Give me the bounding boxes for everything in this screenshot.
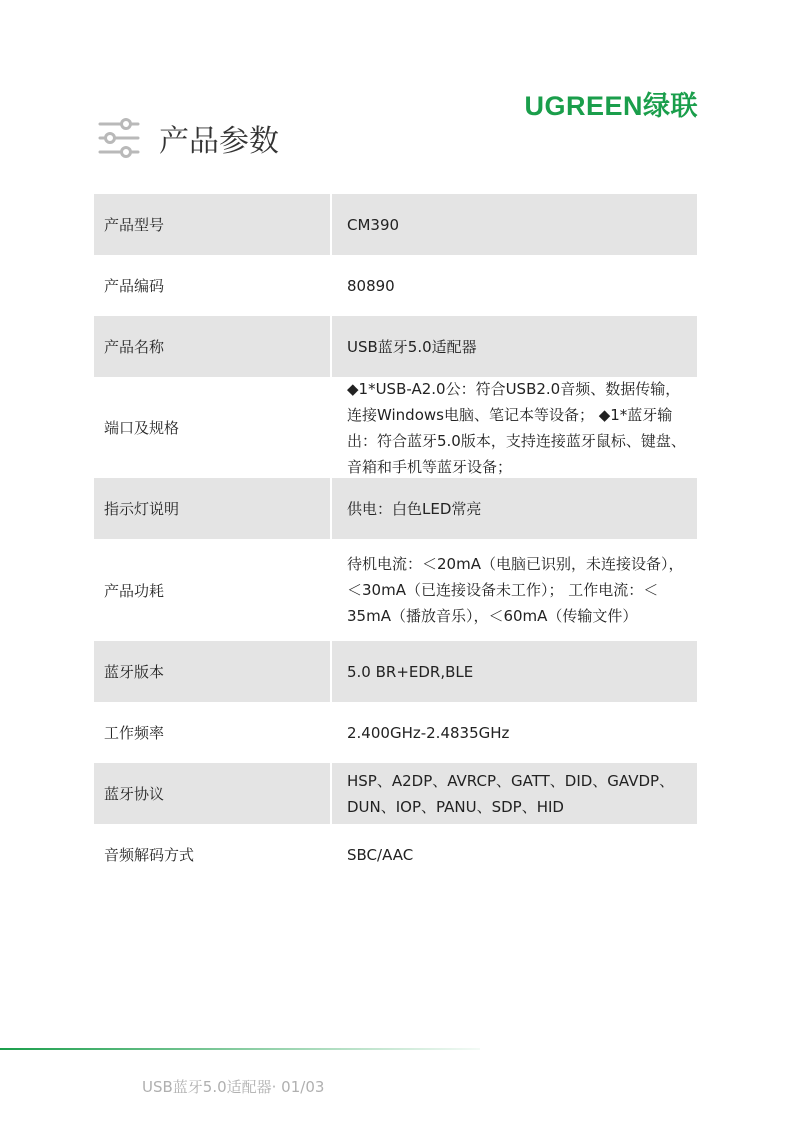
spec-row-power (94, 539, 697, 641)
spec-row-ports (94, 377, 697, 478)
spec-row-bt-version (94, 641, 697, 702)
footer-page-label: USB蓝牙5.0适配器· 01/03 (142, 1078, 325, 1096)
spec-value: 5.0 BR+EDR,BLE (330, 641, 692, 702)
spec-value: HSP、A2DP、AVRCP、GATT、DID、GAVDP、DUN、IOP、PANU、SDP、HID (330, 763, 692, 824)
spec-value: 待机电流：＜20mA（电脑已识别，未连接设备），＜30mA（已连接设备未工作）； 工作电流：＜35mA（播放音乐），＜60mA（传输文件） (347, 555, 684, 625)
spec-value: 2.400GHz-2.4835GHz (347, 723, 510, 742)
brand-logo: UGREEN绿联 (524, 91, 698, 121)
spec-label: 音频解码方式 (104, 846, 195, 864)
footer-divider (0, 1048, 480, 1050)
spec-value: USB蓝牙5.0适配器 (330, 316, 692, 377)
section-header (98, 118, 279, 158)
page-title: 产品参数 (159, 124, 279, 159)
spec-label: 产品编码 (104, 277, 165, 295)
spec-row-protocols (94, 763, 697, 824)
spec-row-model (94, 194, 697, 255)
spec-label: 工作频率 (104, 724, 165, 742)
spec-row-name (94, 316, 697, 377)
spec-row-code (94, 255, 697, 316)
spec-label: 蓝牙版本 (104, 663, 165, 681)
spec-label: 产品名称 (104, 338, 165, 356)
spec-value: ◆1*USB-A2.0公：符合USB2.0音频、数据传输，连接Windows电脑、笔记本等设备； ◆1*蓝牙输出：符合蓝牙5.0版本，支持连接蓝牙鼠标、键盘、音箱和手机等蓝牙设备； (347, 379, 686, 476)
spec-row-frequency (94, 702, 697, 763)
spec-value: 80890 (347, 276, 395, 295)
spec-row-codec (94, 824, 697, 885)
spec-label: 蓝牙协议 (104, 785, 165, 803)
spec-label: 产品型号 (104, 216, 165, 234)
spec-label: 端口及规格 (104, 419, 180, 437)
spec-label: 产品功耗 (104, 581, 165, 600)
spec-table (94, 194, 697, 885)
spec-value: CM390 (330, 194, 692, 255)
spec-label: 指示灯说明 (104, 500, 180, 518)
spec-value: SBC/AAC (347, 845, 414, 864)
sliders-icon (98, 118, 140, 158)
spec-value: 供电：白色LED常亮 (330, 478, 692, 539)
spec-row-indicator (94, 478, 697, 539)
